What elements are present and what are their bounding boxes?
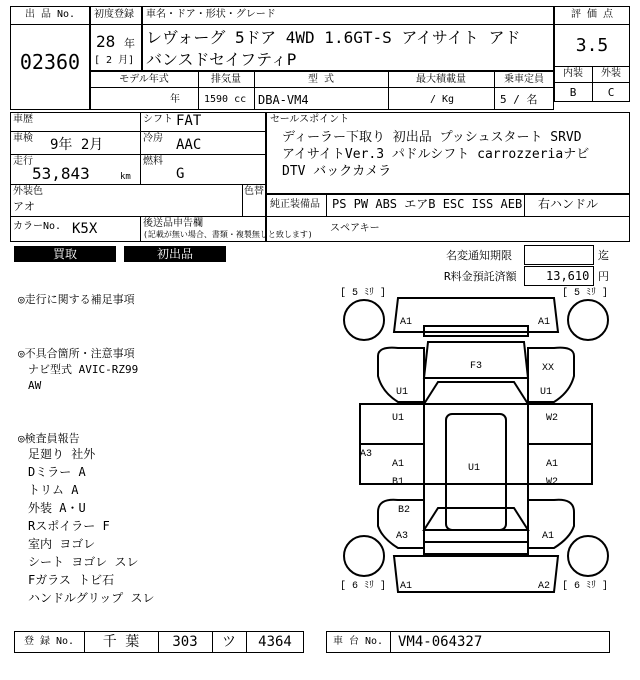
ac-value: AAC: [176, 137, 202, 153]
report-6: 室内 ヨゴレ: [28, 537, 96, 551]
mileage-value: 53,843: [32, 164, 90, 183]
report-8: Fガラス トビ石: [28, 573, 115, 587]
ac-label: 冷房: [143, 133, 163, 144]
tire-label-rr: [ 6 ﾐﾘ ]: [562, 581, 609, 592]
capacity-value: 5 / 名: [500, 93, 538, 106]
max-load-value: / Kg: [430, 94, 455, 105]
mark-a1-rear: A1: [542, 531, 555, 542]
model-year-unit: 年: [170, 94, 180, 105]
mileage-label: 走行: [13, 156, 33, 167]
driving-remarks-label: ◎走行に関する補足事項: [18, 293, 135, 306]
chassis-label: 車 台 No.: [332, 636, 384, 647]
buy-badge: 買取: [14, 246, 116, 262]
hood: [424, 342, 528, 378]
score-value: 3.5: [575, 35, 609, 56]
first-reg-label: 初度登録: [94, 9, 134, 20]
exterior-label: 外装: [601, 68, 621, 79]
car-name-label: 車名・ドア・形状・グレード: [146, 9, 276, 20]
car-name-line2: バンスドセイフティP: [146, 50, 297, 69]
model-year-label: モデル年式: [119, 74, 169, 85]
mark-f3: F3: [470, 361, 483, 372]
report-4: 外装 A・U: [28, 501, 86, 515]
first-reg-year: 28: [96, 32, 116, 51]
mark-u1-door: U1: [392, 413, 405, 424]
mark-u1-fender-right: U1: [540, 387, 553, 398]
mileage-unit: km: [120, 172, 131, 182]
defect-1: ナビ型式 AVIC-RZ99: [28, 363, 139, 376]
mark-a1-bumper: A1: [400, 581, 413, 592]
color-code-value: K5X: [72, 221, 98, 237]
interior-grade: B: [569, 86, 577, 99]
report-3: トリム A: [28, 483, 79, 497]
lot-no-label: 出 品 No.: [24, 9, 76, 20]
tire-front-right: [568, 300, 608, 340]
car-name-line1: レヴォーグ 5ドア 4WD 1.6GT-S アイサイト アド: [146, 28, 521, 47]
mark-a3-rear: A3: [396, 531, 409, 542]
max-load-label: 最大積載量: [416, 74, 466, 85]
reg-kana: ツ: [222, 634, 236, 650]
fuel-value: G: [176, 166, 185, 182]
equipment-label: 純正装備品: [270, 199, 320, 210]
recycle-label: R料金預託済額: [444, 270, 517, 283]
ext-color-label: 外装色: [13, 186, 43, 197]
mark-a2: A2: [538, 581, 551, 592]
mark-u1-fender-left: U1: [396, 387, 409, 398]
mark-w2-top: W2: [546, 413, 559, 424]
reg-area: 千 葉: [102, 634, 140, 650]
inspector-label: ◎検査員報告: [18, 432, 80, 445]
sales-points-line2: アイサイトVer.3 パドルシフト carrozzeriaナビ: [282, 147, 590, 162]
defect-2: AW: [28, 379, 42, 392]
mark-a1-rear-door: A1: [546, 459, 559, 470]
report-7: シート ヨゴレ スレ: [28, 555, 139, 569]
type-label: 型 式: [307, 74, 335, 85]
mark-b1: B1: [392, 477, 405, 488]
report-1: 足廻り 社外: [28, 447, 96, 461]
color-code-label: カラーNo.: [13, 221, 62, 232]
rear-lamp-bar: [424, 542, 528, 554]
docs-note: (記載が無い場合、書類・複製無しと致します): [143, 230, 313, 239]
capacity-label: 乗車定員: [504, 74, 544, 85]
lot-no: 02360: [19, 50, 81, 74]
first-listing-badge: 初出品: [124, 246, 226, 262]
mark-xx: XX: [542, 363, 555, 374]
sales-points-line3: DTV バックカメラ: [282, 164, 392, 179]
shift-value: FAT: [176, 113, 202, 129]
defects-label: ◎不具合箇所・注意事項: [18, 347, 135, 360]
inspection-label: 車検: [13, 133, 33, 144]
chassis-number: VM4-064327: [398, 634, 483, 650]
reg-label: 登 録 No.: [23, 636, 75, 647]
mark-a1-door: A1: [392, 459, 405, 470]
report-2: Dミラー A: [28, 465, 86, 479]
mark-u1-roof: U1: [468, 463, 481, 474]
first-reg-year-unit: 年: [124, 37, 135, 50]
inspection-value: 9年 2月: [50, 137, 104, 153]
sales-points-label: セールスポイント: [270, 114, 350, 125]
displacement-label: 排気量: [211, 74, 241, 85]
tire-rear-left: [344, 536, 384, 576]
recycle-amount: 13,610: [546, 269, 590, 283]
type-value: DBA-VM4: [258, 93, 309, 107]
tire-label-fr: [ 5 ﾐﾘ ]: [562, 288, 609, 299]
rear-bumper: [394, 556, 558, 592]
mark-b2: B2: [398, 505, 411, 516]
score-label: 評 価 点: [570, 9, 614, 20]
shift-label: シフト: [143, 114, 173, 125]
equipment-extra: スペアキー: [330, 223, 380, 234]
exterior-grade: C: [607, 86, 615, 99]
deadline-unit: 迄: [598, 249, 609, 262]
tire-front-left: [344, 300, 384, 340]
report-9: ハンドルグリップ スレ: [28, 591, 155, 605]
reg-class: 303: [172, 634, 198, 650]
history-label: 車歴: [13, 114, 33, 125]
reg-number: 4364: [258, 634, 292, 650]
tire-rear-right: [568, 536, 608, 576]
mark-a1-front-left: A1: [400, 317, 413, 328]
car-damage-diagram: [338, 286, 614, 608]
mark-a1-front-right: A1: [538, 317, 551, 328]
rear-deck: [424, 508, 528, 530]
equipment-items: PS PW ABS エアB ESC ISS AEB: [332, 197, 523, 211]
deadline-label: 名変通知期限: [446, 249, 512, 262]
displacement-value: 1590 cc: [204, 94, 247, 105]
steering-side: 右ハンドル: [538, 197, 599, 211]
windshield: [424, 382, 528, 404]
deadline-box: [524, 245, 594, 265]
tire-label-fl: [ 5 ﾐﾘ ]: [340, 288, 387, 299]
color-change-label: 色替: [244, 186, 264, 197]
docs-label: 後送品申告欄: [143, 218, 203, 229]
sales-points-line1: ディーラー下取り 初出品 プッシュスタート SRVD: [282, 130, 582, 145]
report-5: Rスポイラー F: [28, 519, 110, 533]
interior-label: 内装: [563, 68, 583, 79]
first-reg-month: [ 2 月]: [94, 55, 135, 66]
fuel-label: 燃料: [143, 156, 163, 167]
mark-w2-bottom: W2: [546, 477, 559, 488]
recycle-unit: 円: [598, 270, 609, 283]
ext-color-value: アオ: [13, 200, 35, 213]
tire-label-rl: [ 6 ﾐﾘ ]: [340, 581, 387, 592]
mark-a3-side: A3: [360, 449, 373, 460]
